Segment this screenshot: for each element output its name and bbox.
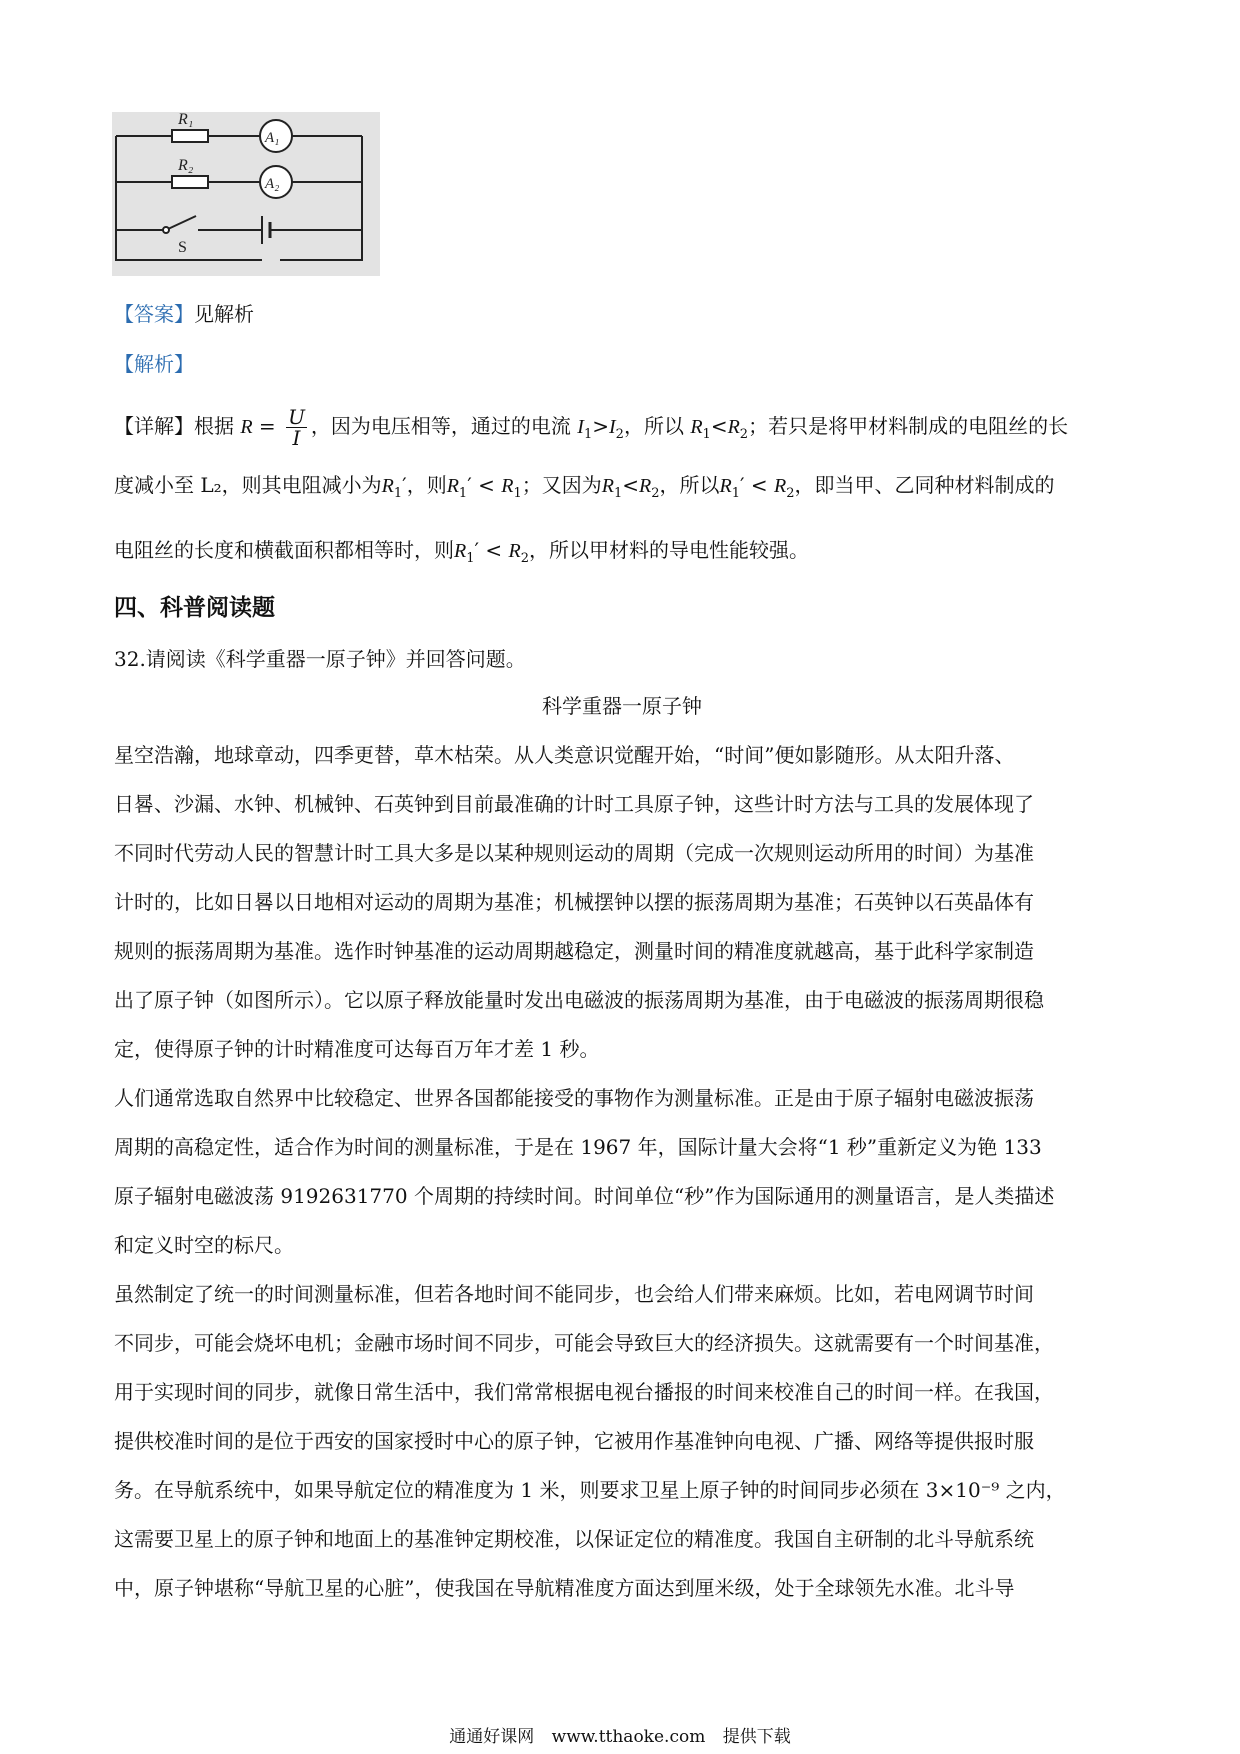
page-footer [0,1722,1240,1747]
paragraph-line: 中，原子钟堪称“导航卫星的心脏”，使我国在导航精准度方面达到厘米级，处于全球领先水准。北斗导 [114,1576,1015,1600]
resistor-r2 [172,176,208,188]
paragraph-line: 出了原子钟（如图所示）。它以原子释放能量时发出电磁波的振荡周期为基准，由于电磁波的振荡周期很稳 [114,988,1044,1012]
formula-r1-prime-lt-r1: $R_1' < R_1$ [446,473,522,501]
paragraph-line: 周期的高稳定性，适合作为时间的测量标准，于是在 1967 年，国际计量大会将“1 秒”重新定义为铯 133 [114,1135,1042,1159]
paragraph-line: 计时的，比如日晷以日地相对运动的周期为基准；机械摆钟以摆的振荡周期为基准；石英钟以石英晶体有 [114,890,1034,914]
detail-line-1: 【详解】根据 R = $\frac{U}{I}$ ，因为电压相等，通过的电流 $I_1>I_2$，所以 $R_1<R_2$；若只是将甲材料制成的电阻丝的长 [114,405,1069,450]
paragraph-line: 人们通常选取自然界中比较稳定、世界各国都能接受的事物作为测量标准。正是由于原子辐射电磁波振荡 [114,1086,1034,1110]
a1-label: A₁ [265,130,280,146]
detail-tag: 【详解】 [114,414,194,438]
formula-r1-lt-r2-again: $R_1<R_2$ [601,473,660,501]
analysis-tag: 【解析】 [114,352,194,376]
paragraph-line: 和定义时空的标尺。 [114,1233,294,1257]
r2-label: R₂ [178,157,194,174]
formula-r1-prime: $R_1'$ [381,473,407,501]
a2-label: A₂ [265,176,280,192]
paragraph-line: 用于实现时间的同步，就像日常生活中，我们常常根据电视台播报的时间来校准自己的时间一样。在我国， [114,1380,1054,1404]
article-title: 科学重器一原子钟 [542,694,702,718]
paragraph-line: 务。在导航系统中，如果导航定位的精准度为 1 米，则要求卫星上原子钟的时间同步必须在 3×10⁻⁹ 之内， [114,1478,1066,1502]
switch-label: S [178,239,187,256]
formula-r1-prime-lt-r2-final: $R_1' < R_2$ [454,538,530,566]
paragraph-line: 规则的振荡周期为基准。选作时钟基准的运动周期越稳定，测量时间的精准度就越高，基于此科学家制造 [114,939,1034,963]
formula-r1-lt-r2: $R_1<R_2$ [690,414,749,442]
circuit-diagram [112,112,380,276]
paragraph-line: 不同步，可能会烧坏电机；金融市场时间不同步，可能会导致巨大的经济损失。这就需要有一个时间基准， [114,1331,1054,1355]
detail-line-3: 电阻丝的长度和横截面积都相等时，则$R_1' < R_2$，所以甲材料的导电性能较强。 [114,538,810,566]
question-line: 32.请阅读《科学重器一原子钟》并回答问题。 [114,647,526,671]
paragraph-line: 星空浩瀚，地球章动，四季更替，草木枯荣。从人类意识觉醒开始，“时间”便如影随形。从太阳升落、 [114,743,1015,767]
paragraph-line: 日晷、沙漏、水钟、机械钟、石英钟到目前最准确的计时工具原子钟，这些计时方法与工具的发展体现了 [114,792,1034,816]
paragraph-line: 提供校准时间的是位于西安的国家授时中心的原子钟，它被用作基准钟向电视、广播、网络等提供报时服 [114,1429,1034,1453]
answer-text: 见解析 [194,302,254,326]
formula-r-equals-u-over-i: R = $\frac{U}{I}$ [240,405,305,450]
analysis-line [114,349,1130,379]
r1-label: R₁ [178,112,194,128]
answer-tag: 【答案】 [114,302,194,326]
paragraph-line: 定，使得原子钟的计时精准度可达每百万年才差 1 秒。 [114,1037,600,1061]
resistor-r1 [172,130,208,142]
paragraph-line: 不同时代劳动人民的智慧计时工具大多是以某种规则运动的周期（完成一次规则运动所用的时间）为基准 [114,841,1034,865]
formula-i1-gt-i2: $I_1>I_2$ [577,414,624,442]
paragraph-line: 虽然制定了统一的时间测量标准，但若各地时间不能同步，也会给人们带来麻烦。比如，若电网调节时间 [114,1282,1034,1306]
detail-line-2: 度减小至 L₂，则其电阻减小为$R_1'$，则$R_1' < R_1$；又因为$R_1<R_2$，所以$R_1' < R_2$，即当甲、乙同种材料制成的 [114,473,1055,501]
footer-url[interactable]: www.tthaoke.com [551,1727,706,1747]
paragraph-line: 原子辐射电磁波荡 9192631770 个周期的持续时间。时间单位“秒”作为国际通用的测量语言，是人类描述 [114,1184,1055,1208]
footer-note: 提供下载 [722,1727,791,1747]
answer-line [114,299,1130,329]
section-title: 四、科普阅读题 [114,594,275,621]
footer-site: 通通好课网 [449,1727,535,1747]
formula-r1-prime-lt-r2: $R_1' < R_2$ [719,473,795,501]
paragraph-line: 这需要卫星上的原子钟和地面上的基准钟定期校准，以保证定位的精准度。我国自主研制的北斗导航系统 [114,1527,1034,1551]
